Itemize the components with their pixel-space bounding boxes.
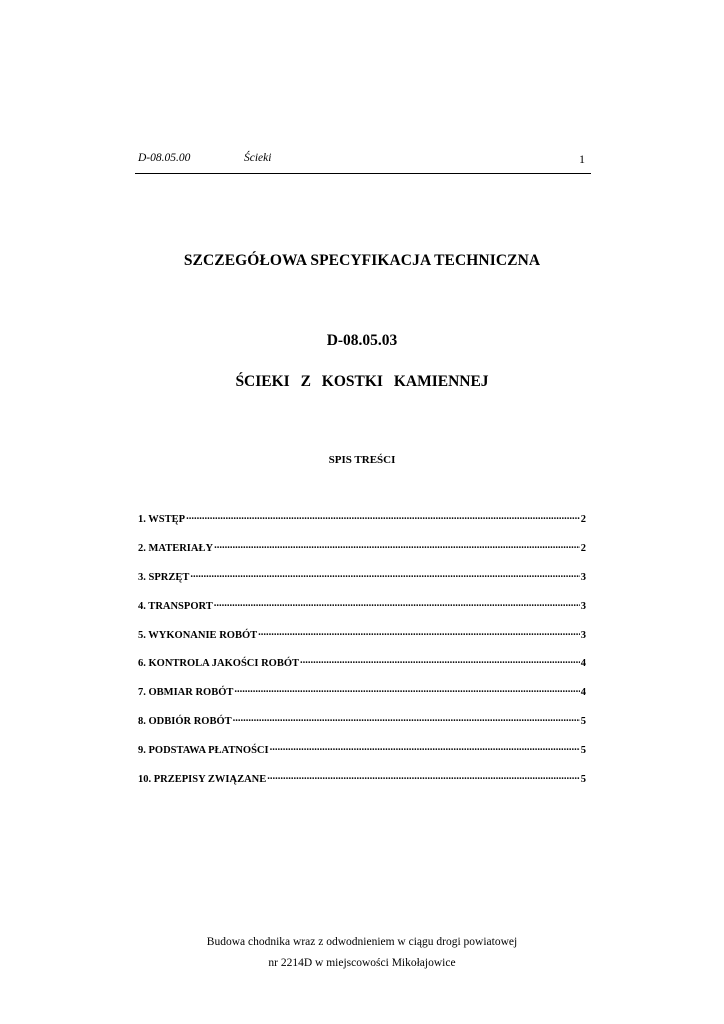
toc-dot-leader (214, 539, 580, 551)
footer-line-project: Budowa chodnika wraz z odwodnieniem w ciągu drogi powiatowej (206, 936, 518, 948)
header-subject: Ścieki (244, 152, 272, 164)
toc-dot-leader (186, 510, 580, 522)
toc-entry-equipment[interactable] (138, 568, 586, 597)
toc-dot-leader (270, 741, 580, 753)
toc-entry-page: 3 (580, 629, 586, 641)
toc-entry-label: 6. KONTROLA JAKOŚCI ROBÓT (138, 658, 300, 670)
toc-entry-label: 9. PODSTAWA PŁATNOŚCI (138, 745, 269, 757)
toc-entry-label: 5. WYKONANIE ROBÓT (138, 629, 258, 641)
toc-dot-leader (190, 568, 579, 580)
spec-code: D-08.05.03 (326, 332, 398, 349)
toc-dot-leader (234, 683, 579, 695)
toc-entry-page: 2 (580, 514, 586, 525)
toc-dot-leader (233, 712, 580, 724)
toc-entry-label: 10. PRZEPISY ZWIĄZANE (138, 774, 267, 786)
toc-entry-page: 3 (580, 600, 586, 612)
toc-dot-leader (214, 597, 580, 609)
toc-entry-transport[interactable] (138, 597, 586, 626)
toc-entry-materials[interactable] (138, 539, 586, 568)
footer-line-location: nr 2214D w miejscowości Mikołajowice (268, 957, 456, 969)
toc-entry-label: 7. OBMIAR ROBÓT (138, 687, 234, 699)
toc-dot-leader (258, 626, 580, 638)
toc-entry-page: 5 (580, 774, 586, 786)
running-header (135, 152, 589, 170)
toc-entry-page: 2 (580, 542, 586, 554)
document-title: SZCZEGÓŁOWA SPECYFIKACJA TECHNICZNA (183, 252, 541, 269)
spec-title: ŚCIEKI Z KOSTKI KAMIENNEJ (235, 373, 489, 390)
header-divider (135, 173, 591, 174)
toc-entry-intro[interactable] (138, 510, 586, 539)
toc-entry-payment-basis[interactable] (138, 741, 586, 770)
page-footer (0, 932, 724, 974)
toc-entry-related-regulations[interactable] (138, 770, 586, 799)
toc-entry-label: 4. TRANSPORT (138, 600, 213, 612)
toc-dot-leader (267, 770, 579, 782)
toc-entry-page: 4 (580, 658, 586, 670)
toc-entry-label: 2. MATERIAŁY (138, 542, 214, 554)
toc-entry-page: 5 (580, 745, 586, 757)
toc-entry-execution[interactable] (138, 626, 586, 655)
header-page-number: 1 (579, 152, 585, 166)
table-of-contents (138, 510, 586, 799)
toc-entry-page: 4 (580, 687, 586, 699)
toc-entry-page: 5 (580, 716, 586, 728)
toc-entry-page: 3 (580, 571, 586, 583)
toc-entry-quality-control[interactable] (138, 654, 586, 683)
toc-entry-label: 8. ODBIÓR ROBÓT (138, 716, 232, 728)
toc-dot-leader (300, 654, 580, 666)
toc-heading: SPIS TREŚCI (328, 454, 396, 466)
header-doc-code: D-08.05.00 (138, 152, 191, 164)
toc-entry-measurement[interactable] (138, 683, 586, 712)
toc-entry-label: 1. WSTĘP (138, 514, 186, 525)
toc-entry-label: 3. SPRZĘT (138, 571, 190, 583)
toc-entry-acceptance[interactable] (138, 712, 586, 741)
